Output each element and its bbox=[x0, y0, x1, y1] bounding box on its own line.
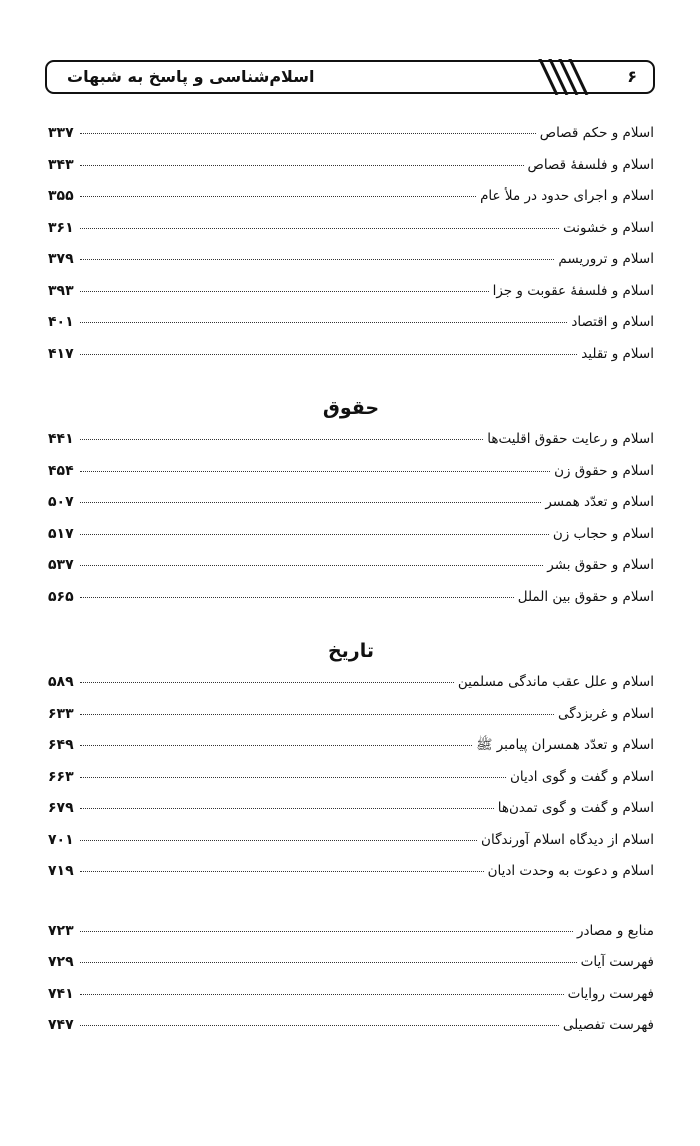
toc-entry-title: اسلام و تروریسم bbox=[558, 251, 654, 267]
toc-entry[interactable] bbox=[48, 424, 654, 456]
toc-entry-page: ۵۱۷ bbox=[48, 525, 74, 542]
toc-entry-page: ۵۰۷ bbox=[48, 494, 74, 510]
toc-entry-title: اسلام و تقلید bbox=[581, 345, 654, 362]
toc-entry-page: ۷۴۱ bbox=[48, 985, 74, 1002]
toc-entry[interactable] bbox=[48, 825, 654, 857]
dot-leader bbox=[80, 133, 536, 134]
toc-entry-title: اسلام و گفت و گوی تمدن‌ها bbox=[497, 800, 654, 816]
decorative-stripes-icon bbox=[535, 59, 595, 95]
dot-leader bbox=[80, 165, 524, 166]
toc-entry[interactable] bbox=[48, 307, 654, 339]
toc-entry-page: ۳۹۳ bbox=[48, 282, 74, 299]
toc-entry[interactable] bbox=[48, 550, 654, 582]
toc-entry[interactable] bbox=[48, 582, 654, 614]
toc-entry-page: ۳۴۳ bbox=[48, 156, 74, 173]
toc-entry-page: ۴۱۷ bbox=[48, 345, 74, 362]
section-heading: حقوق bbox=[322, 397, 380, 419]
toc-entry-page: ۵۳۷ bbox=[48, 557, 74, 573]
section-heading: تاریخ bbox=[327, 640, 375, 662]
toc-entry[interactable] bbox=[48, 947, 654, 979]
toc-entry-title: اسلام و فلسفهٔ عقوبت و جزا bbox=[492, 282, 654, 299]
toc-entry-page: ۵۶۵ bbox=[48, 588, 74, 605]
dot-leader bbox=[80, 322, 567, 323]
dot-leader bbox=[80, 471, 550, 472]
toc-entry-title: اسلام و دعوت به وحدت ادیان bbox=[487, 863, 654, 879]
dot-leader bbox=[80, 682, 454, 683]
dot-leader bbox=[80, 1025, 559, 1026]
toc-entry-page: ۴۵۴ bbox=[48, 462, 74, 479]
toc-entry-page: ۳۳۷ bbox=[48, 125, 74, 141]
toc-entry[interactable] bbox=[48, 213, 654, 245]
toc-entry-page: ۶۶۳ bbox=[48, 768, 74, 785]
toc-entry[interactable] bbox=[48, 339, 654, 371]
toc-entry[interactable] bbox=[48, 979, 654, 1011]
dot-leader bbox=[80, 777, 506, 778]
dot-leader bbox=[80, 994, 564, 995]
toc-entry-title: اسلام و حقوق زن bbox=[554, 462, 654, 479]
toc-entry[interactable] bbox=[48, 730, 654, 762]
dot-leader bbox=[80, 291, 489, 292]
toc-entry[interactable] bbox=[48, 150, 654, 182]
toc-entry[interactable] bbox=[48, 699, 654, 731]
toc-entry[interactable] bbox=[48, 118, 654, 150]
toc-group-rights bbox=[48, 392, 654, 613]
toc-entry-title: اسلام و تعدّد همسران پیامبر ﷺ bbox=[476, 737, 654, 753]
toc-entry-title: اسلام و علل عقب ماندگی مسلمین bbox=[457, 674, 654, 690]
toc-entry[interactable] bbox=[48, 487, 654, 519]
toc-entry-title: اسلام و غربزدگی bbox=[558, 705, 654, 722]
toc-entry-page: ۳۶۱ bbox=[48, 219, 74, 236]
toc-entry-title: فهرست روایات bbox=[567, 985, 654, 1002]
toc-entry[interactable] bbox=[48, 519, 654, 551]
toc-entry-title: اسلام و حقوق بین الملل bbox=[517, 588, 654, 605]
dot-leader bbox=[80, 931, 573, 932]
toc-entry-page: ۳۵۵ bbox=[48, 188, 74, 204]
toc-entry[interactable] bbox=[48, 667, 654, 699]
toc-entry-title: منابع و مصادر bbox=[576, 922, 654, 939]
toc-entry-title: اسلام و فلسفهٔ قصاص bbox=[527, 156, 654, 173]
dot-leader bbox=[80, 534, 549, 535]
toc-entry-page: ۷۰۱ bbox=[48, 831, 74, 848]
toc-entry[interactable] bbox=[48, 856, 654, 888]
toc-group-history bbox=[48, 635, 654, 888]
toc-entry-title: فهرست آیات bbox=[580, 954, 654, 970]
book-title: اسلام‌شناسی و پاسخ به شبهات bbox=[67, 67, 315, 86]
dot-leader bbox=[80, 259, 554, 260]
toc-entry-page: ۷۲۳ bbox=[48, 922, 74, 939]
dot-leader bbox=[80, 228, 559, 229]
toc-entry[interactable] bbox=[48, 916, 654, 948]
toc-entry-page: ۵۸۹ bbox=[48, 674, 74, 690]
dot-leader bbox=[80, 502, 541, 503]
toc-entry[interactable] bbox=[48, 793, 654, 825]
toc-entry[interactable] bbox=[48, 456, 654, 488]
table-of-contents bbox=[48, 118, 654, 1042]
toc-entry-page: ۷۱۹ bbox=[48, 863, 74, 879]
toc-entry-title: اسلام و اقتصاد bbox=[571, 314, 654, 330]
dot-leader bbox=[80, 597, 514, 598]
page-number: ۶ bbox=[627, 67, 637, 86]
toc-entry-title: اسلام از دیدگاه اسلام آورندگان bbox=[481, 831, 654, 848]
toc-entry-page: ۴۴۱ bbox=[48, 431, 74, 447]
dot-leader bbox=[80, 439, 483, 440]
toc-entry-title: فهرست تفصیلی bbox=[562, 1017, 654, 1033]
dot-leader bbox=[80, 745, 472, 746]
toc-entry[interactable] bbox=[48, 276, 654, 308]
toc-entry-title: اسلام و حقوق بشر bbox=[547, 557, 654, 573]
toc-entry-page: ۴۰۱ bbox=[48, 314, 74, 330]
dot-leader bbox=[80, 714, 554, 715]
running-header bbox=[45, 60, 655, 94]
toc-entry[interactable] bbox=[48, 181, 654, 213]
toc-entry-title: اسلام و حجاب زن bbox=[552, 525, 654, 542]
toc-entry-page: ۶۷۹ bbox=[48, 800, 74, 816]
toc-group-1 bbox=[48, 118, 654, 370]
toc-entry-page: ۶۳۳ bbox=[48, 705, 74, 722]
dot-leader bbox=[80, 871, 484, 872]
dot-leader bbox=[80, 196, 476, 197]
toc-entry-title: اسلام و رعایت حقوق اقلیت‌ها bbox=[487, 431, 654, 447]
toc-entry-title: اسلام و تعدّد همسر bbox=[545, 494, 654, 510]
dot-leader bbox=[80, 840, 477, 841]
dot-leader bbox=[80, 962, 577, 963]
toc-entry-title: اسلام و خشونت bbox=[563, 219, 654, 236]
toc-entry[interactable] bbox=[48, 1010, 654, 1042]
toc-entry[interactable] bbox=[48, 762, 654, 794]
toc-entry-title: اسلام و اجرای حدود در ملأ عام bbox=[480, 188, 654, 204]
dot-leader bbox=[80, 565, 543, 566]
toc-entry-page: ۶۴۹ bbox=[48, 737, 74, 753]
toc-entry-page: ۳۷۹ bbox=[48, 251, 74, 267]
toc-entry-page: ۷۴۷ bbox=[48, 1017, 74, 1033]
toc-entry-page: ۷۲۹ bbox=[48, 954, 74, 970]
toc-group-appendix bbox=[48, 916, 654, 1042]
dot-leader bbox=[80, 808, 494, 809]
toc-entry-title: اسلام و حکم قصاص bbox=[539, 125, 654, 141]
dot-leader bbox=[80, 354, 577, 355]
toc-entry[interactable] bbox=[48, 244, 654, 276]
toc-entry-title: اسلام و گفت و گوی ادیان bbox=[510, 768, 654, 785]
